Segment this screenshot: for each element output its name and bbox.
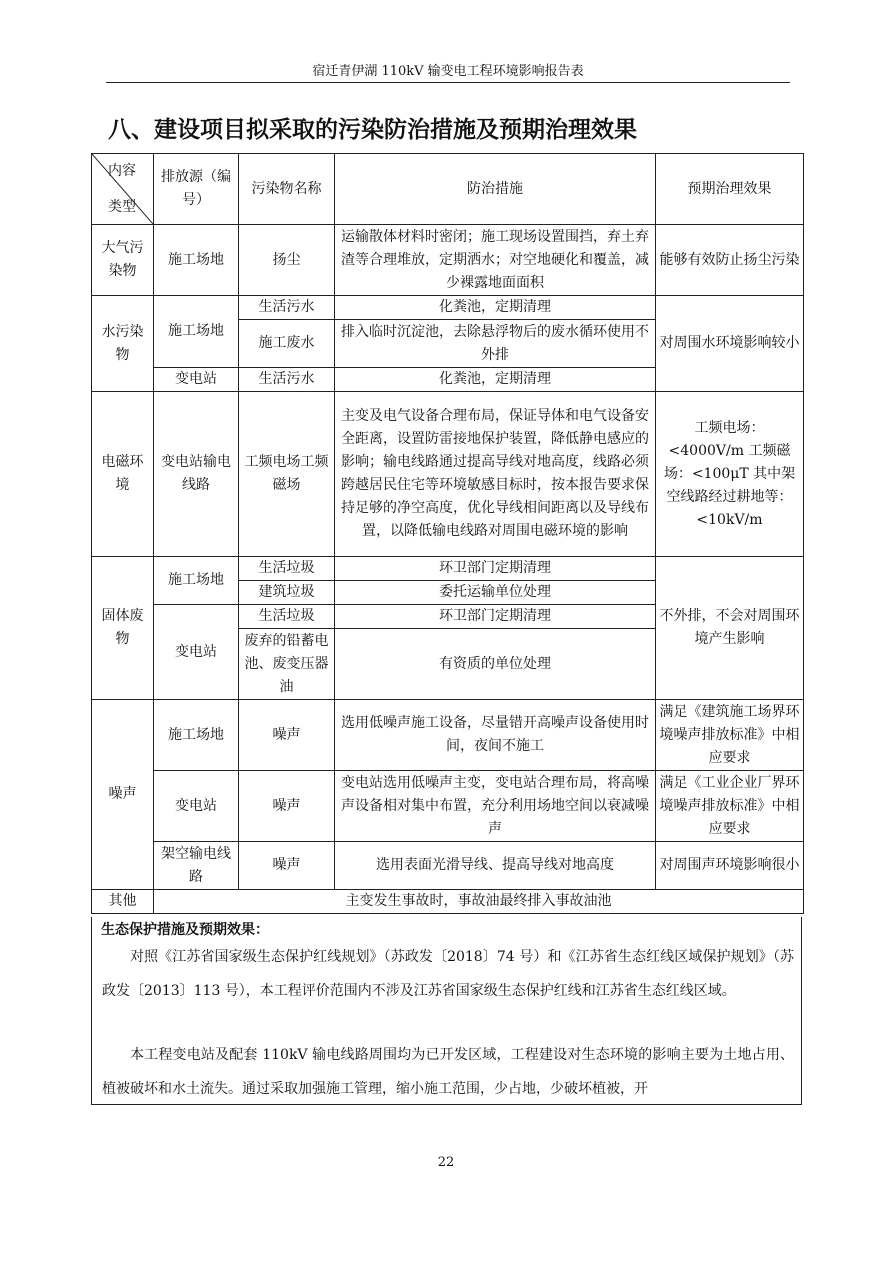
category-solid: 固体废物	[92, 557, 154, 700]
category-em: 电磁环境	[92, 392, 154, 557]
measure-cell: 环卫部门定期清理	[335, 557, 656, 581]
table-row	[92, 225, 804, 296]
measure-cell: 选用表面光滑导线、提高导线对地高度	[335, 842, 656, 890]
diag-label-content: 内容	[108, 163, 136, 179]
effect-cell: 对周围水环境影响较小	[656, 296, 804, 392]
source-cell: 变电站	[154, 368, 239, 392]
measure-cell: 化粪池，定期清理	[335, 296, 656, 320]
effect-cell: 能够有效防止扬尘污染	[656, 225, 804, 296]
measure-cell: 有资质的单位处理	[335, 629, 656, 700]
page-number: 22	[437, 1155, 455, 1170]
eco-paragraph: 本工程变电站及配套 110kV 输电线路周围均为已开发区域，工程建设对生态环境的影响主要为土地占用、植被破坏和水土流失。通过采取加强施工管理，缩小施工范围，少占地，少破坏植被，开	[102, 1047, 794, 1097]
eco-paragraph: 对照《江苏省国家级生态保护红线规划》（苏政发〔2018〕74 号）和《江苏省生态红线区域保护规划》（苏政发〔2013〕113 号），本工程评价范围内不涉及江苏省国家级生态保护红线和江苏省生态红线区域。	[102, 949, 794, 999]
table-row	[92, 557, 804, 581]
category-other: 其他	[92, 890, 154, 914]
effect-cell: 满足《建筑施工场界环境噪声排放标准》中相应要求	[656, 700, 804, 771]
pollutant-cell: 建筑垃圾	[239, 581, 335, 605]
measure-cell: 变电站选用低噪声主变，变电站合理布局，将高噪声设备相对集中布置，充分利用场地空间以衰减噪声	[335, 771, 656, 842]
category-noise: 噪声	[92, 700, 154, 890]
pollutant-cell: 施工废水	[239, 320, 335, 368]
measure-cell: 排入临时沉淀池，去除悬浮物后的废水循环使用不外排	[335, 320, 656, 368]
effect-cell: 工频电场：<4000V/m 工频磁场：<100μT 其中架空线路经过耕地等：<10kV/m	[656, 392, 804, 557]
col-header-effect: 预期治理效果	[656, 154, 804, 225]
table-row	[92, 890, 804, 914]
measure-cell: 选用低噪声施工设备，尽量错开高噪声设备使用时间，夜间不施工	[335, 700, 656, 771]
col-header-pollutant: 污染物名称	[239, 154, 335, 225]
measure-cell: 主变及电气设备合理布局，保证导体和电气设备安全距离，设置防雷接地保护装置，降低静电感应的影响；输电线路通过提高导线对地高度，线路必须跨越居民住宅等环境敏感目标时，按本报告要求保持足够的净空高度，优化导线相间距离以及导线布置，以降低输电线路对周围电磁环境的影响	[335, 392, 656, 557]
table-row	[92, 392, 804, 557]
diagonal-header-cell	[92, 154, 154, 225]
header-rule	[106, 82, 790, 83]
source-cell: 架空输电线路	[154, 842, 239, 890]
pollutant-cell: 噪声	[239, 842, 335, 890]
category-water: 水污染物	[92, 296, 154, 392]
effect-cell: 不外排，不会对周围环境产生影响	[656, 557, 804, 700]
measure-cell: 化粪池，定期清理	[335, 368, 656, 392]
table-header-row	[92, 154, 804, 225]
section-title: 八、建设项目拟采取的污染防治措施及预期治理效果	[108, 116, 637, 143]
measure-cell: 主变发生事故时，事故油最终排入事故油池	[154, 890, 804, 914]
effect-cell: 满足《工业企业厂界环境噪声排放标准》中相应要求	[656, 771, 804, 842]
table-row	[92, 700, 804, 771]
eco-title: 生态保护措施及预期效果：	[101, 922, 269, 938]
source-cell: 变电站输电线路	[154, 392, 239, 557]
table-row	[92, 842, 804, 890]
pollution-measures-table	[91, 153, 804, 914]
source-cell: 施工场地	[154, 296, 239, 368]
diag-label-type: 类型	[108, 199, 136, 215]
pollutant-cell: 生活污水	[239, 368, 335, 392]
source-cell: 变电站	[154, 771, 239, 842]
col-header-source: 排放源（编号）	[154, 154, 239, 225]
measure-cell: 运输散体材料时密闭；施工现场设置围挡，弃土弃渣等合理堆放，定期洒水；对空地硬化和覆盖，减少裸露地面面积	[335, 225, 656, 296]
measure-cell: 环卫部门定期清理	[335, 605, 656, 629]
table-row	[92, 296, 804, 320]
measure-cell: 委托运输单位处理	[335, 581, 656, 605]
source-cell: 施工场地	[154, 700, 239, 771]
pollutant-cell: 扬尘	[239, 225, 335, 296]
eco-protection-box	[91, 917, 802, 1105]
pollutant-cell: 工频电场工频磁场	[239, 392, 335, 557]
pollutant-cell: 生活垃圾	[239, 557, 335, 581]
pollutant-cell: 噪声	[239, 700, 335, 771]
pollutant-cell: 生活污水	[239, 296, 335, 320]
pollutant-cell: 生活垃圾	[239, 605, 335, 629]
source-cell: 变电站	[154, 605, 239, 700]
source-cell: 施工场地	[154, 557, 239, 605]
running-header: 宿迁青伊湖 110kV 输变电工程环境影响报告表	[312, 64, 584, 79]
col-header-measure: 防治措施	[335, 154, 656, 225]
pollutant-cell: 废弃的铅蓄电池、废变压器油	[239, 629, 335, 700]
table-row	[92, 771, 804, 842]
category-air: 大气污染物	[92, 225, 154, 296]
effect-cell: 对周围声环境影响很小	[656, 842, 804, 890]
source-cell: 施工场地	[154, 225, 239, 296]
pollutant-cell: 噪声	[239, 771, 335, 842]
